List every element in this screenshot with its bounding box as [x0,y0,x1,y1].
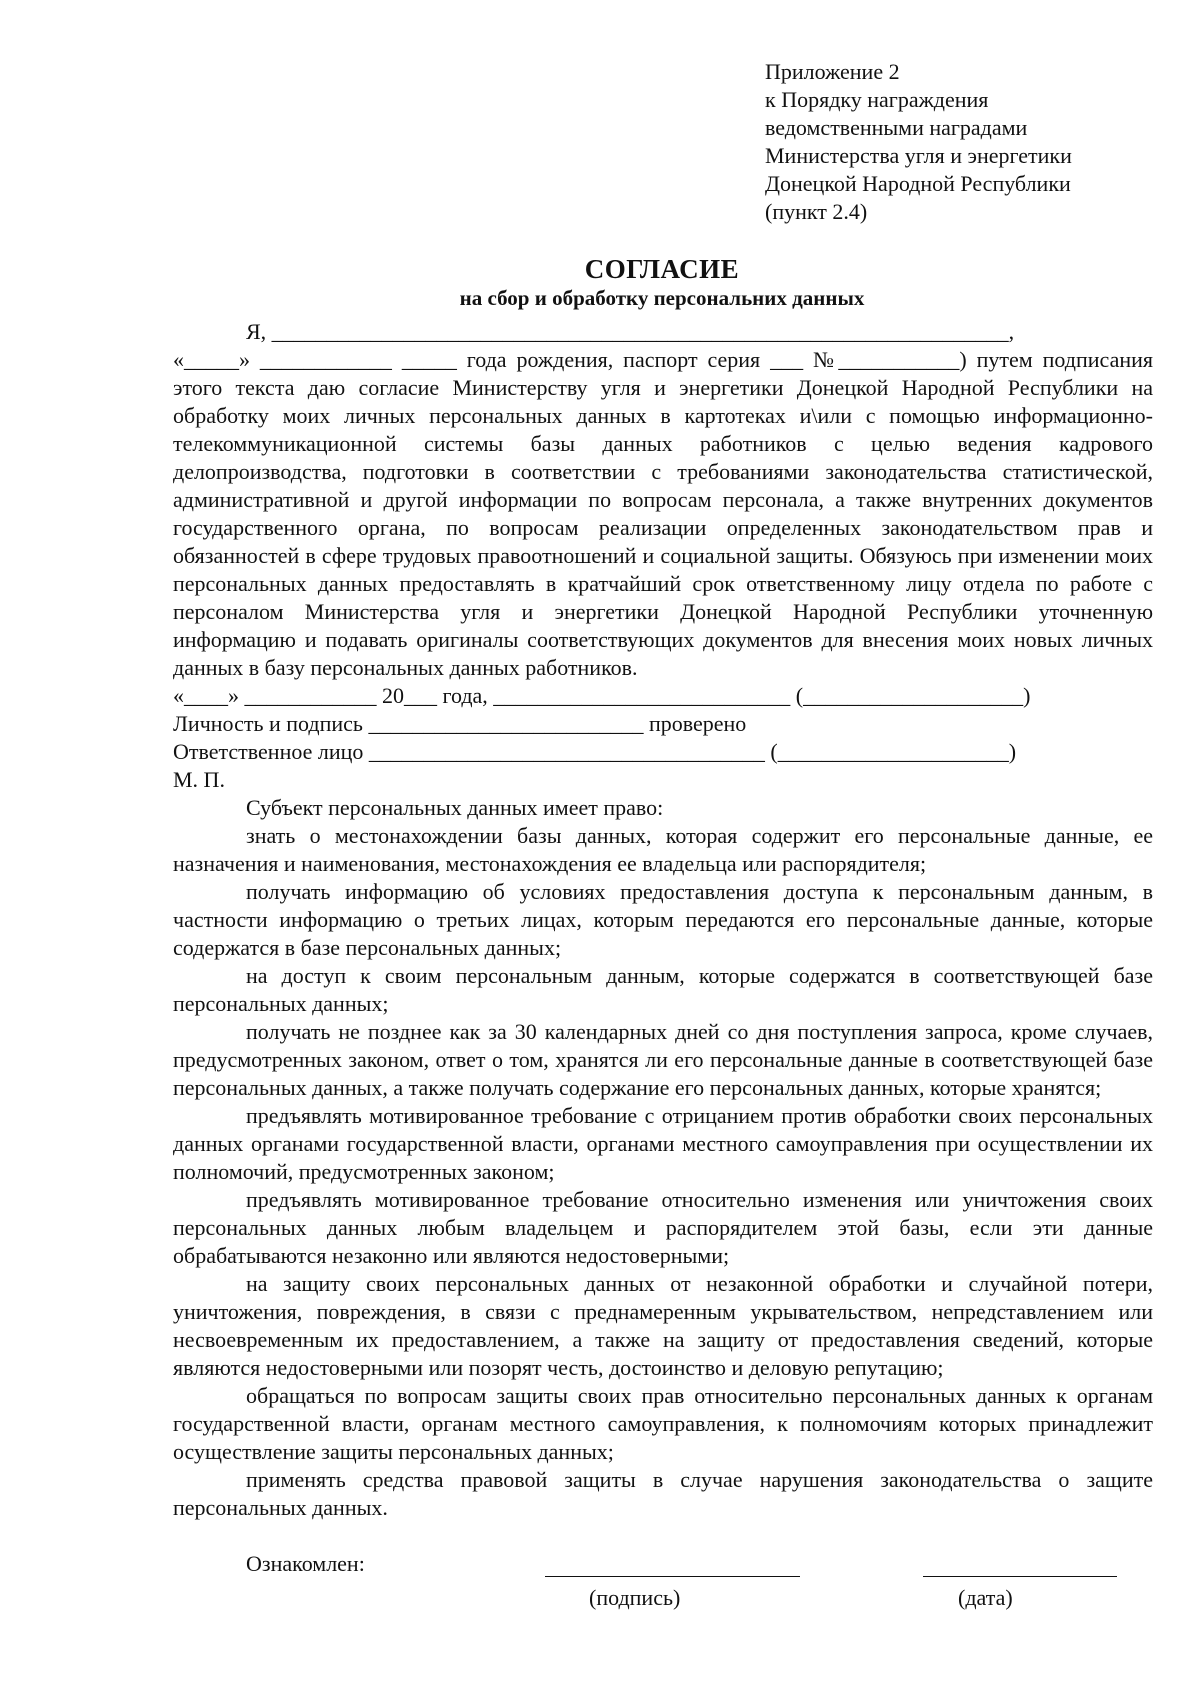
stamp-place: М. П. [173,767,225,792]
rights-item: предъявлять мотивированное требование с отрицанием против обработки своих персональных данных органами государственной власти, органами местного самоуправления при осуществлении их полномочий, предусмотренных законом; [173,1103,1153,1184]
date-caption: (дата) [958,1585,1013,1610]
rights-item: на доступ к своим персональным данным, которые содержатся в соответствующей базе персональных данных; [173,963,1153,1016]
rights-item: предъявлять мотивированное требование относительно изменения или уничтожения своих персональных данных любым владельцем и распорядителем этой базы, если эти данные обрабатываются незаконно или являются недостоверными; [173,1187,1153,1268]
appendix-line: Приложение 2 [765,59,900,84]
acknowledgement-row [173,1550,1153,1578]
name-line: Я, ___________________________________________________________________, [246,319,1015,344]
signature-captions [173,1584,1153,1612]
rights-item: знать о местонахождении базы данных, которая содержит его персональные данные, ее назначения и наименования, местонахождения ее владельца или распорядителя; [173,823,1153,876]
appendix-line: к Порядку награждения [765,87,989,112]
responsible-person-line: Ответственное лицо ____________________________________ (_____________________) [173,739,1017,764]
rights-item: получать информацию об условиях предоставления доступа к персональным данным, в частности информацию о третьих лицах, которым передаются его персональные данные, которые содержатся в базе персональных данных; [173,879,1153,960]
appendix-line: ведомственными наградами [765,115,1028,140]
appendix-block [765,58,1185,226]
rights-item: на защиту своих персональных данных от незаконной обработки и случайной потери, уничтожения, повреждения, в связи с преднамеренным укрывательством, непредставлением или несвоевременным их предоставлением, а также на защиту от предоставления сведений, которые являются недостоверными или позорят честь, достоинство и деловую репутацию; [173,1271,1153,1380]
signature-field[interactable] [545,1576,800,1577]
rights-intro: Субъект персональных данных имеет право: [246,795,664,820]
title-block [172,253,1152,311]
document-body [173,318,1153,1612]
rights-item: применять средства правовой защиты в случае нарушения законодательства о защите персональных данных. [173,1467,1153,1520]
rights-item: получать не позднее как за 30 календарных дней со дня поступления запроса, кроме случаев, предусмотренных законом, ответ о том, хранятся ли его персональные данные в соответствующей базе персональных данных, а также получать содержание его персональных данных, которые хранятся; [173,1019,1153,1100]
document-subtitle: на сбор и обработку персональних данных [459,286,865,310]
consent-paragraph: «_____» ____________ _____ года рождения, паспорт серия ___ №___________) путем подписания этого текста даю согласие Министерству угля и энергетики Донецкой Народной Республики на обработку моих личных персональных данных в картотеках и\или с помощью информационно-телекоммуникационной системы базы данных работников с целью ведения кадрового делопроизводства, подготовки в соответствии с требованиями законодательства статистической, административной и другой информации по вопросам персонала, а также внутренних документов государственного органа, по вопросам реализации определенных законодательством прав и обязанностей в сфере трудовых правоотношений и социальной защиты. Обязуюсь при изменении моих персональных данных предоставлять в кратчайший срок ответственному лицу отдела по работе с персоналом Министерства угля и энергетики Донецкой Народной Республики уточненную информацию и подавать оригиналы соответствующих документов для внесения моих новых личных данных в базу персональных данных работников. [173,347,1153,680]
appendix-line: (пункт 2.4) [765,199,868,224]
appendix-line: Министерства угля и энергетики [765,143,1072,168]
acknowledgement-label: Ознакомлен: [246,1551,365,1576]
date-field[interactable] [923,1576,1117,1577]
rights-item: обращаться по вопросам защиты своих прав относительно персональных данных к органам государственной власти, органам местного самоуправления, к полномочиям которых принадлежит осуществление защиты персональных данных; [173,1383,1153,1464]
appendix-line: Донецкой Народной Республики [765,171,1071,196]
date-signature-line: «____» ____________ 20___ года, ___________________________ (____________________) [173,683,1031,708]
identity-check-line: Личность и подпись _________________________ проверено [173,711,747,736]
signature-caption: (подпись) [589,1585,681,1610]
document-title: СОГЛАСИЕ [584,254,740,284]
